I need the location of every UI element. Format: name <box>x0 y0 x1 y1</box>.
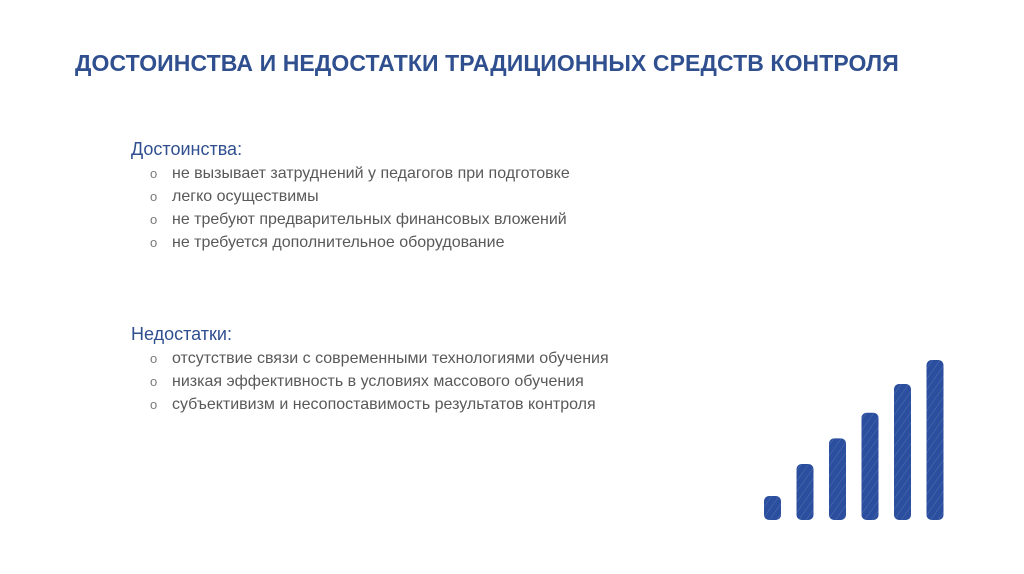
advantage-item: o не требуют предварительных финансовых вложений <box>172 208 570 231</box>
decorative-bar-texture <box>862 413 879 520</box>
advantages-list <box>131 162 570 254</box>
disadvantage-item: o низкая эффективность в условиях массового обучения <box>172 370 609 393</box>
rising-bars-icon <box>755 352 955 528</box>
advantages-heading: Достоинства: <box>131 139 243 159</box>
decorative-bar-texture <box>764 496 781 520</box>
slide-title: ДОСТОИНСТВА И НЕДОСТАТКИ ТРАДИЦИОННЫХ СРЕДСТВ КОНТРОЛЯ <box>75 50 899 76</box>
disadvantages-heading: Недостатки: <box>131 324 232 344</box>
disadvantages-section <box>131 323 609 416</box>
decorative-bar-texture <box>829 438 846 520</box>
advantage-item: o не вызывает затруднений у педагогов при подготовке <box>172 162 570 185</box>
disadvantage-item: o отсутствие связи с современными технологиями обучения <box>172 347 609 370</box>
decorative-bar-texture <box>894 384 911 520</box>
advantages-section <box>131 138 570 254</box>
disadvantages-list <box>131 347 609 416</box>
advantage-item: o легко осуществимы <box>172 185 570 208</box>
decorative-bar-texture <box>927 360 944 520</box>
decorative-bar-texture <box>797 464 814 520</box>
disadvantage-item: o субъективизм и несопоставимость результатов контроля <box>172 393 609 416</box>
advantage-item: o не требуется дополнительное оборудование <box>172 231 570 254</box>
